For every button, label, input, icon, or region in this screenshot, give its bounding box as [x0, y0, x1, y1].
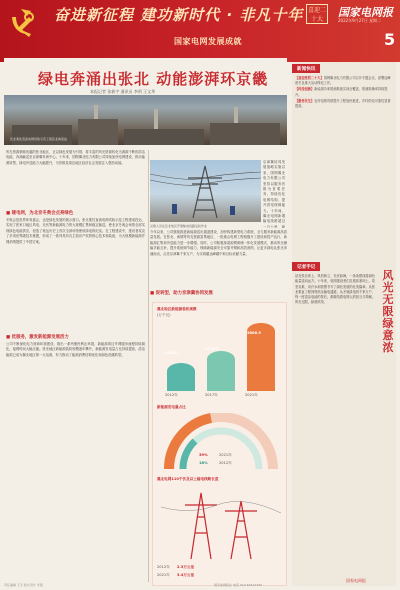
bar-year-2017: 2017年	[205, 393, 218, 397]
column-divider	[148, 150, 149, 582]
masthead	[0, 0, 400, 62]
footer-left: 责任编辑 王芳 版式设计 李强	[4, 583, 43, 587]
list-item[interactable]: 【喜迎党的二十大】国网冀北电力有限公司召开专题会议，部署迎峰度冬及重大活动保电工作。	[295, 76, 391, 86]
section1-title: ■ 建电网，为北京冬奥会点亮绿色	[6, 211, 74, 216]
bar-year-2012: 2012年	[165, 393, 178, 397]
section3-text: 公司不断深化电力营商环境建设，推出一系列便民利企举措，新能源项目并网服务流程持续简化，接网时间大幅压缩。张北地区新能源装机规模逐年攀升，新能源发电量占比持续提高，清洁能源已成为冀北地区第一大电源，有力推动了能源消费结构优化和绿色低碳转型。	[6, 342, 145, 357]
paper-name: 国家电网报	[338, 6, 393, 19]
bar-year-2021: 2021年	[245, 393, 258, 397]
issue-info: 2022年9月27日 星期二	[338, 18, 382, 23]
sidebar-tag-news: 新闻快讯	[292, 64, 320, 73]
infographic-title: 冀北地区新能源装机规模	[157, 307, 197, 311]
bar-2017	[207, 351, 235, 391]
party-emblem-icon	[5, 6, 37, 40]
right-text-narrow: 京津冀协同发展战略实施以来，国网冀北电力有限公司坚持以服务首都为首要任务，持续优化电网结构，提升供电保障能力。十年间，冀北电网新增输电线路超过一万公里，新	[263, 160, 285, 228]
list-item[interactable]: 【服务民生】农村电网巩固提升工程加快推进，乡村供电可靠性显著提高。	[295, 98, 391, 109]
footer-right: 国家电网报社 电话 010-63412345	[214, 583, 262, 587]
transmission-photo	[150, 160, 261, 222]
share-2012: 18%	[199, 461, 208, 465]
bar-value-2017: 2215.3	[205, 347, 219, 351]
share-2012-year: 2012年	[219, 461, 232, 465]
hero-caption: 张北柔性直流电网试验示范工程张北换流站	[10, 137, 68, 141]
transmission-tower-icon	[150, 160, 261, 222]
pylon-illustration	[161, 487, 281, 561]
bar-2012	[167, 363, 195, 391]
sidebar-tag-notes: 记者手记	[292, 262, 320, 271]
article-lead: 风光资源禀赋优越的张北地区，正以绿色发展为引领，将丰富的风光资源转化为源源不断的清洁电能，奔涌输送至京津冀负荷中心。十年来，国网冀北电力有限公司持续加快电网建设，推动能源转型，绿电外送能力大幅提升，为首都及周边地区经济社会发展注入强劲动能。	[6, 150, 145, 165]
photo2-caption: 运维人员在张北地区开展输电线路巡检作业	[150, 224, 208, 228]
sidebar-essay: 站在张北坝上，风机林立、光伏如海，一条条银线将绿色能量送向远方。十年来，电网建设者们扎根高寒坝上，攻坚克难，用汗水和智慧书写了绿色发展的壮美篇章。从张北柔直工程到特高压输电通道，从冬奥绿电到千家万户，每一度清洁电能的背后，都凝结着电网人的担当与奉献。风光无限，绿意浓浓。	[295, 274, 375, 305]
share-2021-year: 2021年	[219, 453, 232, 457]
bar-value-2012: 1526.7	[165, 351, 179, 355]
line-2021-year: 2021年	[157, 573, 170, 577]
share-title: 新能源发电量占比	[157, 405, 186, 409]
page-number: 5	[384, 30, 396, 49]
section3-title: ■ 优服务，激发新能源发展活力	[6, 335, 69, 340]
news-list	[295, 76, 393, 110]
section1-text: 冬奥会是世界体育盛会，也是绿色发展的展示窗口。张北柔性直流电网试验示范工程建成投运，实现了张家口地区风电、光伏等新能源电力的大规模汇集和稳定输送，使北京冬奥会场馆全部实现绿色电能供应，创造了奥运历史上首次全部场馆使用绿电的纪录。在工程建设中，建设者攻克了多项世界级技术难题，形成了一系列具有自主知识产权的核心技术和装备，为大规模新能源并网消纳提供了中国方案。	[6, 218, 145, 244]
infographic-unit: (万千瓦)	[157, 313, 171, 317]
anniversary-seal: 喜迎二十大	[306, 4, 328, 24]
hero-photo	[4, 95, 287, 145]
line-2012-year: 2012年	[157, 565, 170, 569]
vertical-essay-title: 风光无限绿意浓	[382, 269, 394, 354]
line-2012: 2.3万公里	[177, 565, 195, 569]
section2-title: ■ 促转型，助力京津冀协同发展	[150, 291, 213, 296]
footer-logo: 国家电网报	[346, 578, 366, 583]
article-headline: 绿电奔涌出张北 动能澎湃环京畿	[38, 70, 269, 88]
article-byline: 本报记者 张新宇 通讯员 李明 王文华	[90, 89, 156, 94]
line-2021: 3.4万公里	[177, 573, 195, 577]
capacity-infographic	[152, 302, 287, 586]
right-text: 今年以来，公司继续推进新能源送出通道建设，加快构建新型电力系统，全力服务新能源高质量发展。在张北、承德等风光资源富集地区，一批重点电网工程相继开工建设和投产运行，新能源汇集和外送能力进一步增强。同时，公司积极探索源网荷储一体化发展模式，推动风光储输多能互补，提升系统调节能力，保障新能源安全可靠并网和高效消纳，让更多绿电从张北奔涌而出，点亮京津冀千家万户，为实现碳达峰碳中和目标贡献力量。	[150, 230, 287, 256]
share-2021: 39%	[199, 453, 208, 457]
line-title: 冀北电网110千伏及以上输电线路长度	[157, 477, 219, 481]
list-item[interactable]: 【科技创新】新能源功率预测系统实现全覆盖，预测准确率持续提升。	[295, 87, 388, 97]
masthead-slogan: 奋进新征程 建功新时代 · 非凡十年	[54, 6, 304, 24]
bar-value-2021: 3806.9	[247, 331, 261, 335]
capacity-bars	[161, 321, 281, 391]
column-title: 国家电网发展成就	[174, 37, 242, 46]
main-article	[4, 58, 287, 586]
